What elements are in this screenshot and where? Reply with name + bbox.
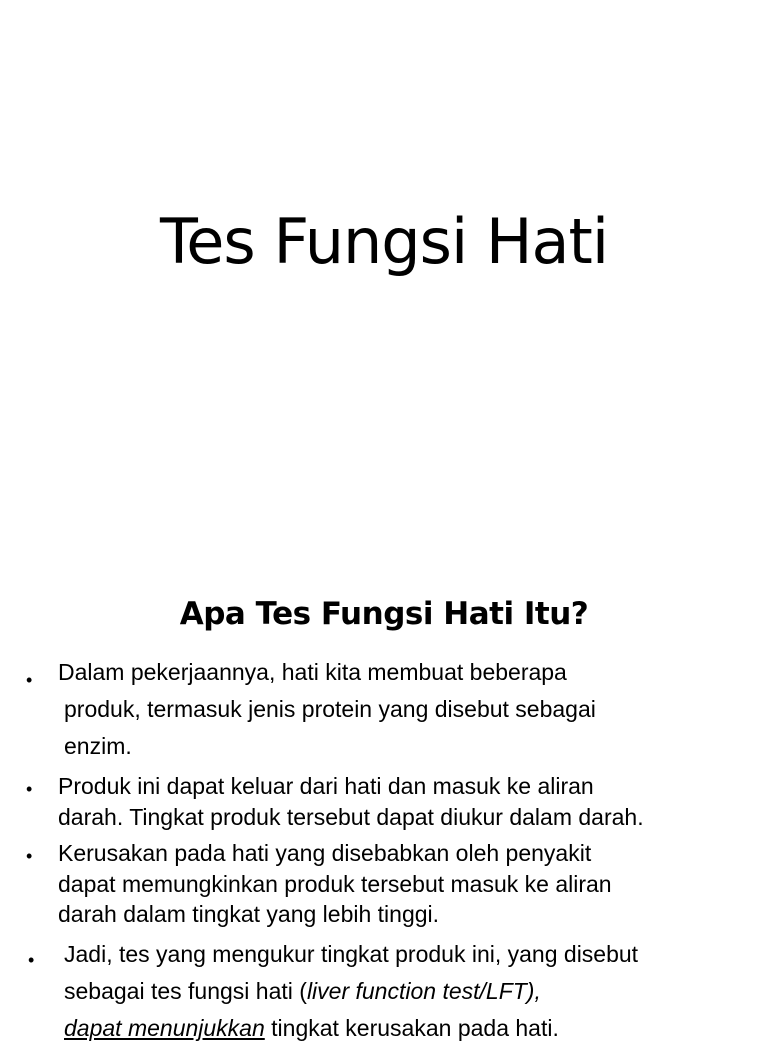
bullet-text-line: enzim.	[64, 733, 132, 759]
bullet-marker: •	[28, 949, 35, 970]
bullet-text-line: darah. Tingkat produk tersebut dapat diukur dalam darah.	[58, 803, 644, 830]
bullet-text-line: Dalam pekerjaannya, hati kita membuat beberapa	[58, 659, 567, 685]
bullet-text-segment: tingkat kerusakan pada hati.	[264, 1014, 559, 1041]
bullet-text-line: dapat memungkinkan produk tersebut masuk ke aliran	[58, 870, 612, 897]
bullet-text-line: darah dalam tingkat yang lebih tinggi.	[58, 901, 440, 927]
bullet-marker: •	[26, 670, 33, 690]
bullet-text-line: Produk ini dapat keluar dari hati dan masuk ke aliran	[58, 773, 594, 799]
bullet-text-italic: liver function test/LFT),	[306, 977, 541, 1004]
bullet-text-line: Kerusakan pada hati yang disebabkan oleh penyakit	[58, 840, 592, 866]
bullet-item	[26, 771, 746, 832]
bullet-marker: •	[26, 779, 33, 799]
slide-title: Tes Fungsi Hati	[159, 205, 609, 278]
slide-heading: Apa Tes Fungsi Hati Itu?	[179, 596, 589, 632]
bullet-text-line: produk, termasuk jenis protein yang disebut sebagai	[64, 696, 596, 722]
bullet-text-italic: dapat menunjukkan	[64, 1014, 265, 1041]
content-slide	[0, 560, 768, 1041]
bullet-text-line: Jadi, tes yang mengukur tingkat produk ini, yang disebut	[64, 940, 639, 967]
bullet-item	[26, 654, 746, 765]
bullet-text-segment: sebagai tes fungsi hati (	[64, 977, 307, 1004]
bullet-marker: •	[26, 846, 33, 866]
bullet-item	[26, 838, 746, 930]
bullet-list	[26, 654, 746, 1047]
bullet-item	[26, 936, 746, 1047]
